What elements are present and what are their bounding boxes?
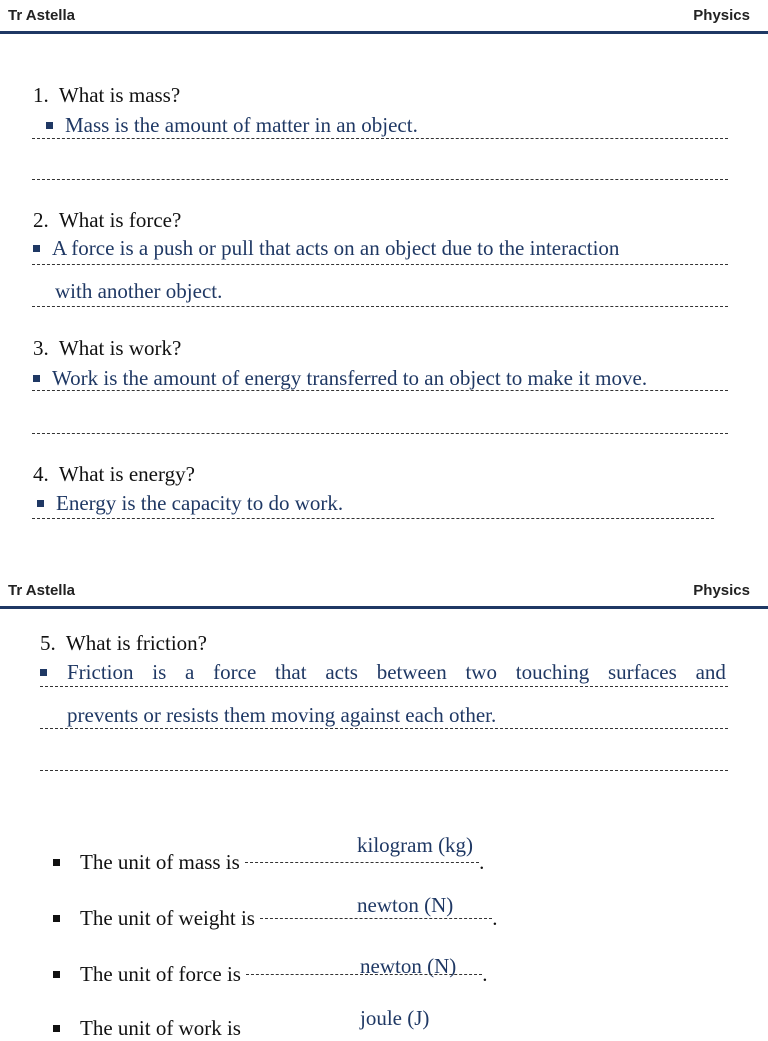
answer-line <box>40 770 728 771</box>
question-number: 3. <box>33 336 49 360</box>
bullet-square-icon <box>37 500 44 507</box>
unit-prompt: The unit of weight is <box>80 906 255 930</box>
question-2 <box>33 208 181 233</box>
question-number: 5. <box>40 631 56 655</box>
question-1 <box>33 83 180 108</box>
answer-line <box>40 728 728 729</box>
unit-item-weight: The unit of weight is . <box>53 906 497 931</box>
answer-text-justified <box>67 660 726 685</box>
answer-text: Energy is the capacity to do work. <box>56 491 344 515</box>
question-text: What is mass? <box>58 83 181 107</box>
answer-word: surfaces <box>608 660 677 684</box>
unit-item-mass: The unit of mass is . <box>53 850 484 875</box>
answer-text: Mass is the amount of matter in an object. <box>65 113 418 137</box>
answer-4 <box>37 491 343 516</box>
question-text: What is energy? <box>58 462 195 486</box>
answer-word: and <box>695 660 726 684</box>
unit-answer-force: newton (N) <box>360 954 457 978</box>
bullet-square-icon <box>33 245 40 252</box>
answer-word: force <box>213 660 257 684</box>
answer-word: touching <box>515 660 590 684</box>
question-3 <box>33 336 181 361</box>
header-author: Tr Astella <box>8 7 75 24</box>
unit-answer-mass: kilogram (kg) <box>357 833 474 857</box>
blank-line <box>260 918 492 919</box>
page-header-2 <box>0 575 768 609</box>
unit-answer-weight: newton (N) <box>357 893 454 917</box>
answer-text: Work is the amount of energy transferred to an object to make it move. <box>52 366 648 390</box>
question-number: 4. <box>33 462 49 486</box>
answer-line <box>32 433 728 434</box>
question-text: What is friction? <box>65 631 207 655</box>
page-header-1 <box>0 0 768 34</box>
question-5 <box>40 631 207 656</box>
header-subject: Physics <box>693 582 750 599</box>
answer-word: Friction <box>67 660 134 684</box>
bullet-square-icon <box>40 669 47 676</box>
answer-5-line-2 <box>67 703 496 728</box>
answer-2-line-2 <box>55 279 222 304</box>
answer-line <box>32 138 728 139</box>
answer-text: with another object. <box>55 279 223 303</box>
unit-answer-work: joule (J) <box>360 1006 430 1030</box>
answer-line <box>32 306 728 307</box>
answer-word: a <box>185 660 195 684</box>
answer-text: prevents or resists them moving against each other. <box>67 703 497 727</box>
answer-3 <box>33 366 647 391</box>
blank-line <box>245 862 479 863</box>
header-subject: Physics <box>693 7 750 24</box>
question-number: 1. <box>33 83 49 107</box>
answer-word: acts <box>325 660 358 684</box>
unit-item-force: The unit of force is . <box>53 962 487 987</box>
header-author: Tr Astella <box>8 582 75 599</box>
bullet-square-icon <box>53 1025 60 1032</box>
answer-word: two <box>465 660 497 684</box>
answer-line <box>40 686 728 687</box>
bullet-square-icon <box>53 859 60 866</box>
unit-prompt: The unit of work is <box>80 1016 241 1040</box>
unit-item-work <box>53 1016 241 1041</box>
question-4 <box>33 462 195 487</box>
unit-prompt: The unit of mass is <box>80 850 240 874</box>
bullet-square-icon <box>53 915 60 922</box>
answer-word: is <box>152 660 167 684</box>
answer-line <box>32 390 728 391</box>
bullet-square-icon <box>53 971 60 978</box>
question-text: What is work? <box>58 336 182 360</box>
unit-prompt: The unit of force is <box>80 962 241 986</box>
answer-2-line-1 <box>33 236 619 261</box>
answer-word: that <box>275 660 307 684</box>
bullet-square-icon <box>33 375 40 382</box>
answer-1 <box>46 113 418 138</box>
bullet-square-icon <box>46 122 53 129</box>
question-number: 2. <box>33 208 49 232</box>
answer-line <box>32 264 728 265</box>
answer-line <box>32 518 714 519</box>
answer-text: A force is a push or pull that acts on an object due to the interaction <box>52 236 620 260</box>
blank-line <box>246 974 482 975</box>
answer-line <box>32 179 728 180</box>
answer-word: between <box>376 660 447 684</box>
question-text: What is force? <box>58 208 182 232</box>
